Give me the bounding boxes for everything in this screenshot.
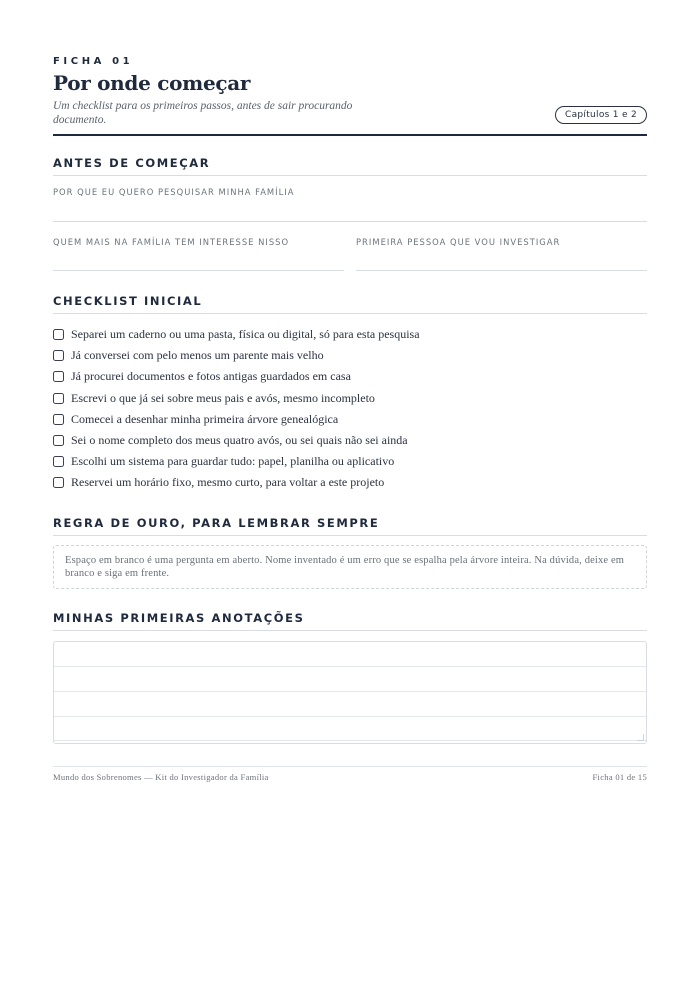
footer-divider xyxy=(53,766,647,767)
field-label-why: POR QUE EU QUERO PESQUISAR MINHA FAMÍLIA xyxy=(53,187,295,197)
notes-ruled-line xyxy=(54,716,646,717)
notes-ruled-line xyxy=(54,740,646,741)
checklist-item-label: Já procurei documentos e fotos antigas guardados em casa xyxy=(71,369,351,384)
checklist-item-label: Separei um caderno ou uma pasta, física ou digital, só para esta pesquisa xyxy=(71,327,420,342)
chapters-badge: Capítulos 1 e 2 xyxy=(555,106,647,124)
checklist-item[interactable] xyxy=(53,451,420,472)
checklist xyxy=(53,324,420,494)
checklist-item[interactable] xyxy=(53,388,420,409)
checkbox[interactable] xyxy=(53,329,64,340)
checklist-item[interactable] xyxy=(53,324,420,345)
worksheet-number: FICHA 01 xyxy=(53,56,134,67)
checkbox[interactable] xyxy=(53,393,64,404)
checklist-item-label: Já conversei com pelo menos um parente mais velho xyxy=(71,348,324,363)
notes-ruled-line xyxy=(54,691,646,692)
notes-ruled-line xyxy=(54,666,646,667)
field-first-person-line[interactable] xyxy=(356,270,647,271)
checkbox[interactable] xyxy=(53,456,64,467)
section-title-before-start: ANTES DE COMEÇAR xyxy=(53,156,647,176)
checklist-item-label: Sei o nome completo dos meus quatro avós, ou sei quais não sei ainda xyxy=(71,433,408,448)
section-title-golden-rule: REGRA DE OURO, PARA LEMBRAR SEMPRE xyxy=(53,516,647,536)
notes-textarea[interactable] xyxy=(53,641,647,744)
checklist-item[interactable] xyxy=(53,366,420,387)
footer-page-number: Ficha 01 de 15 xyxy=(592,772,647,782)
checklist-item[interactable] xyxy=(53,472,420,493)
checkbox[interactable] xyxy=(53,435,64,446)
header-divider xyxy=(53,134,647,136)
checklist-item-label: Escrevi o que já sei sobre meus pais e avós, mesmo incompleto xyxy=(71,390,375,405)
field-who-line[interactable] xyxy=(53,270,344,271)
golden-rule-box: Espaço em branco é uma pergunta em aberto. Nome inventado é um erro que se espalha pela árvore inteira. Na dúvida, deixe em branco e siga em frente. xyxy=(53,545,647,589)
section-title-checklist: CHECKLIST INICIAL xyxy=(53,294,647,314)
field-label-first-person: PRIMEIRA PESSOA QUE VOU INVESTIGAR xyxy=(356,237,561,247)
checklist-item-label: Comecei a desenhar minha primeira árvore genealógica xyxy=(71,411,339,426)
field-label-who: QUEM MAIS NA FAMÍLIA TEM INTERESSE NISSO xyxy=(53,237,290,247)
resize-grip-icon[interactable] xyxy=(637,734,644,741)
checkbox[interactable] xyxy=(53,371,64,382)
footer-publication: Mundo dos Sobrenomes — Kit do Investigador da Família xyxy=(53,772,269,782)
checklist-item[interactable] xyxy=(53,345,420,366)
checkbox[interactable] xyxy=(53,350,64,361)
checklist-item-label: Reservei um horário fixo, mesmo curto, para voltar a este projeto xyxy=(71,475,385,490)
field-why-line[interactable] xyxy=(53,221,647,222)
page-title: Por onde começar xyxy=(53,71,251,95)
checklist-item[interactable] xyxy=(53,409,420,430)
checkbox[interactable] xyxy=(53,477,64,488)
section-title-notes: MINHAS PRIMEIRAS ANOTAÇÕES xyxy=(53,611,647,631)
checklist-item-label: Escolhi um sistema para guardar tudo: papel, planilha ou aplicativo xyxy=(71,454,395,469)
checkbox[interactable] xyxy=(53,414,64,425)
page-subtitle: Um checklist para os primeiros passos, antes de sair procurando documento. xyxy=(53,100,353,126)
checklist-item[interactable] xyxy=(53,430,420,451)
